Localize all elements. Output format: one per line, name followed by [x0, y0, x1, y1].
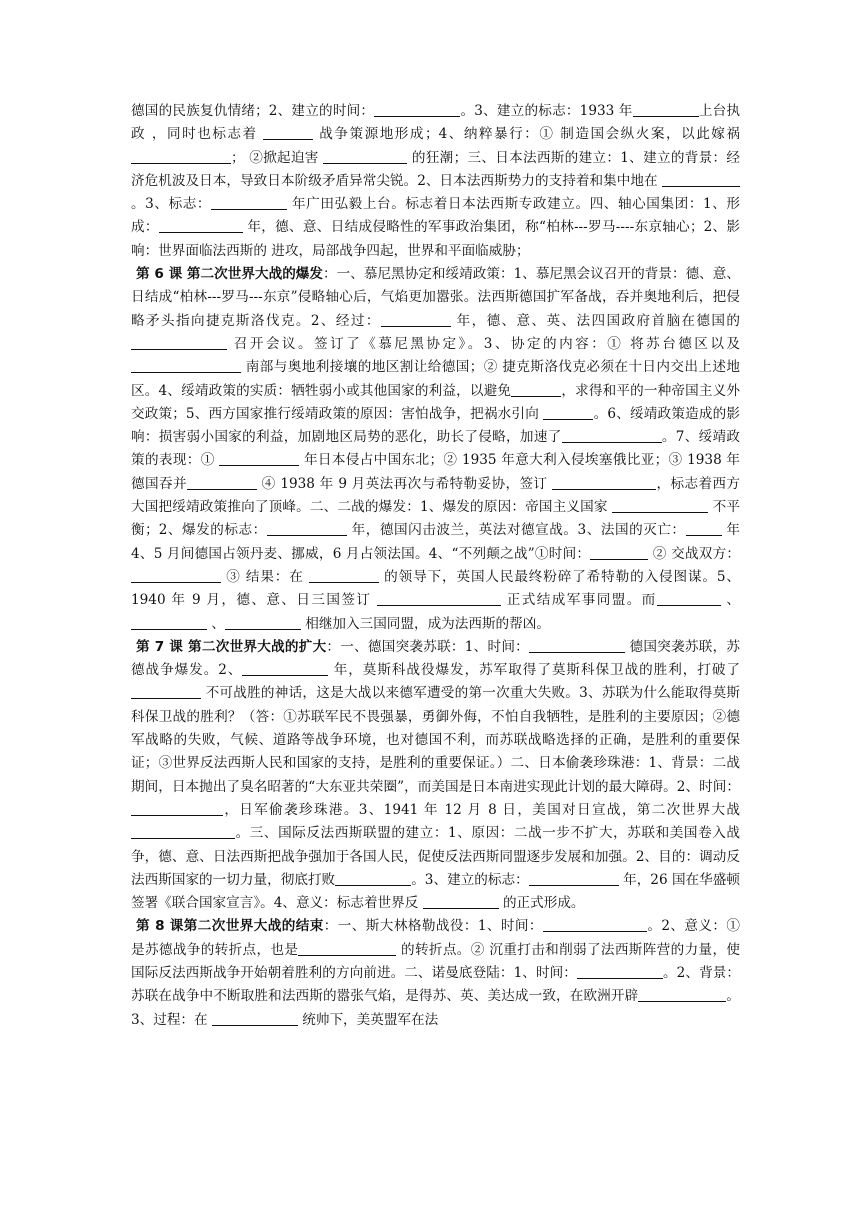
fill-in-blank[interactable] — [131, 358, 241, 373]
fill-in-blank[interactable] — [298, 941, 396, 956]
fill-in-blank[interactable] — [211, 195, 287, 210]
fill-in-blank[interactable] — [529, 638, 625, 653]
text-segment: ：一、慕尼黑协定和绥靖政策：1、慕尼黑会议召开的背景：德、意、日结成“柏林---罗马---东京”侵略轴心后，气焰更加嚣张。法西斯德国扩军备战，吞并奥地利后，把侵略矛头指向捷克斯洛伐克。2、经过： — [131, 266, 740, 329]
text-segment: 。2、背景：苏联在战争中不断取胜和法西斯的嚣张气焰，是得苏、英、美达成一致，在欧洲开辟 — [131, 964, 740, 1005]
fill-in-blank[interactable] — [187, 475, 257, 490]
fill-in-blank[interactable] — [377, 591, 501, 606]
text-segment: 。3、建立的标志：1933 年 — [460, 103, 633, 119]
fill-in-blank[interactable] — [309, 568, 379, 583]
fill-in-blank[interactable] — [225, 615, 301, 630]
text-segment: 年，26 国在华盛顿签署《联合国家宣言》。4、意义：标志着世界反 — [131, 871, 740, 912]
text-segment: 。3、标志： — [131, 196, 212, 213]
text-segment: 的转折点。② 沉重打击和削弱了法西斯阵营的力量，使国际反法西斯战争开始朝着胜利的方向前进。二、诺曼底登陆：1、时间： — [131, 941, 741, 981]
fill-in-blank[interactable] — [511, 382, 561, 397]
text-segment: 。3、建立的标志： — [411, 871, 529, 888]
fill-in-blank[interactable] — [633, 102, 699, 117]
lesson-title: 第 6 课 第二次世界大战的爆发 — [136, 266, 324, 283]
fill-in-blank[interactable] — [638, 987, 726, 1002]
fill-in-blank[interactable] — [552, 475, 656, 490]
paragraph — [131, 915, 740, 1031]
text-segment: 召开会议。签订了《慕尼黑协定》。3、协定的内容：① 将苏台德区以及 — [227, 335, 740, 352]
text-segment: 、 — [720, 592, 740, 609]
fill-in-blank[interactable] — [131, 149, 231, 164]
fill-in-blank[interactable] — [212, 1011, 298, 1026]
text-segment: 相继加入三国同盟，成为法西斯的帮凶。 — [300, 615, 550, 632]
text-segment: 年，德、意、日结成侵略性的军事政治集团，称“柏林---罗马----东京轴心；2、影响：世界面临法西斯的 进攻，局部战争四起，世界和平面临威胁； — [131, 219, 741, 259]
text-segment: 。2、意义：① 是苏德战争的转折点，也是 — [131, 918, 740, 958]
text-segment: 德国的民族复仇情绪；2、建立的时间： — [131, 103, 375, 119]
text-segment: 的领导下，英国人民最终粉碎了希特勒的入侵图谋。5、1940 年 9 月，德、意、日三国签订 — [131, 568, 741, 609]
text-segment: 。3、过程：在 — [131, 988, 741, 1028]
lesson-title: 第 7 课 第二次世界大战的扩大 — [136, 638, 327, 655]
fill-in-blank[interactable] — [423, 894, 499, 909]
text-segment: 。6、绥靖政策造成的影响：损害弱小国家的利益，加剧地区局势的恶化，助长了侵略，加速了 — [131, 405, 740, 446]
text-segment: ； ②掀起迫害 — [231, 149, 324, 166]
text-segment: ，求得和平的一种帝国主义外交政策；5、西方国家推行绥靖政策的原因：害怕战争，把祸水引向 — [131, 382, 740, 422]
text-segment: ，日军偷袭珍珠港。3、1941 年 12 月 8 日，美国对日宣战，第二次世界大战 — [223, 801, 740, 818]
fill-in-blank[interactable] — [159, 218, 243, 233]
fill-in-blank[interactable] — [529, 871, 619, 886]
text-segment: 的正式形成。 — [498, 895, 585, 912]
text-segment: ：一、德国突袭苏联：1、时间： — [326, 638, 529, 655]
fill-in-blank[interactable] — [242, 661, 328, 676]
text-segment: 。7、绥靖政策的表现：① — [131, 429, 740, 469]
text-segment: 年，莫斯科战役爆发，苏军取得了莫斯科保卫战的胜利，打破了 — [328, 662, 740, 679]
fill-in-blank[interactable] — [562, 428, 662, 443]
text-segment: 的狂潮；三、日本法西斯的建立：1、建立的背景：经济危机波及日本，导致日本阶级矛盾异常尖锐。2、日本法西斯势力的支持着和集中地在 — [131, 149, 740, 189]
text-segment: 不平衡；2、爆发的标志： — [131, 499, 740, 539]
fill-in-blank[interactable] — [657, 591, 721, 606]
fill-in-blank[interactable] — [590, 545, 648, 560]
fill-in-blank[interactable] — [323, 149, 407, 164]
text-segment: ④ 1938 年 9 月英法再次与希特勒妥协，签订 — [256, 475, 553, 492]
text-segment: 、 — [207, 615, 225, 632]
fill-in-blank[interactable] — [267, 521, 347, 536]
text-segment: 年，德、意、英、法四国政府首脑在德国的 — [450, 312, 740, 329]
fill-in-blank[interactable] — [686, 521, 722, 536]
text-segment: 统帅下，美英盟军在法 — [297, 1011, 439, 1028]
text-segment: 。三、国际反法西斯联盟的建立：1、原因：二战一步不扩大，苏联和美国卷入战争，德、意、日法西斯把战争强加于各国人民，促使反法西斯同盟逐步发展和加强。2、目的：调动反法西斯国家的一切力量，彻底打败 — [131, 825, 740, 888]
text-segment: ② 交战双方： — [648, 545, 740, 562]
lesson-title: 第 8 课第二次世界大战的结束 — [136, 918, 324, 935]
text-segment: 年广田弘毅上台。标志着日本法西斯专政建立。四、轴心国集团：1、形成： — [131, 196, 740, 236]
text-segment: 年，德国闪击波兰，英法对德宣战。3、法国的灭亡： — [346, 522, 686, 539]
text-segment: ：一、斯大林格勒战役：1、时间： — [323, 918, 543, 935]
text-segment: 上台执政 ，同时也标志着 — [131, 103, 741, 143]
fill-in-blank[interactable] — [131, 824, 235, 839]
paragraph — [131, 263, 740, 636]
text-segment: 德国突袭苏联，苏德战争爆发。2、 — [131, 638, 741, 679]
text-segment: 南部与奥地利接壤的地区割让给德国；② 捷克斯洛伐克必须在十日内交出上述地区。4、绥靖政策的实质：牺牲弱小或其他国家的利益，以避免 — [131, 359, 740, 399]
fill-in-blank[interactable] — [131, 568, 221, 583]
fill-in-blank[interactable] — [335, 871, 411, 886]
text-segment: 战争策源地形成；4、纳粹暴行：① 制造国会纵火案，以此嫁祸 — [313, 126, 740, 143]
fill-in-blank[interactable] — [131, 801, 223, 816]
text-segment: 年日本侵占中国东北；② 1935 年意大利入侵埃塞俄比亚；③ 1938 年德国吞并 — [131, 452, 740, 492]
fill-in-blank[interactable] — [543, 405, 593, 420]
text-segment: 不可战胜的神话，这是大战以来德军遭受的第一次重大失败。3、苏联为什么能取得莫斯科保卫战的胜利？（答：①苏联军民不畏强暴，勇御外侮，不怕自我牺牲，是胜利的主要原因；②德军战略的失败，气候、道路等战争环境，也对德国不利，而苏联战略选择的正确，是胜利的重要保证；③世界反法西斯人民和国家的支持，是胜利的重要保证。）二、日本偷袭珍珠港：1、背景：二战期间，日本抛出了臭名昭著的“大东亚共荣圈”，而美国是日本南进实现此计划的最大障碍。2、时间： — [131, 685, 740, 795]
fill-in-blank[interactable] — [381, 312, 451, 327]
fill-in-blank[interactable] — [543, 917, 647, 932]
fill-in-blank[interactable] — [219, 451, 299, 466]
text-segment: ③ 结果：在 — [221, 568, 309, 585]
text-segment: ，标志着西方大国把绥靖政策推向了顶峰。二、二战的爆发：1、爆发的原因：帝国主义国家 — [131, 475, 741, 516]
fill-in-blank[interactable] — [131, 684, 201, 699]
fill-in-blank[interactable] — [577, 964, 663, 979]
text-segment: 年 4、5 月间德国占领丹麦、挪威，6 月占领法国。4、“不列颠之战”①时间： — [131, 522, 741, 562]
text-segment: 正式结成军事同盟。而 — [501, 592, 657, 609]
fill-in-blank[interactable] — [263, 125, 313, 140]
document-page — [131, 100, 740, 1032]
fill-in-blank[interactable] — [662, 172, 740, 187]
fill-in-blank[interactable] — [374, 102, 460, 117]
fill-in-blank[interactable] — [612, 498, 708, 513]
fill-in-blank[interactable] — [131, 615, 207, 630]
paragraph — [131, 636, 740, 916]
paragraph — [131, 100, 740, 263]
fill-in-blank[interactable] — [131, 335, 227, 350]
